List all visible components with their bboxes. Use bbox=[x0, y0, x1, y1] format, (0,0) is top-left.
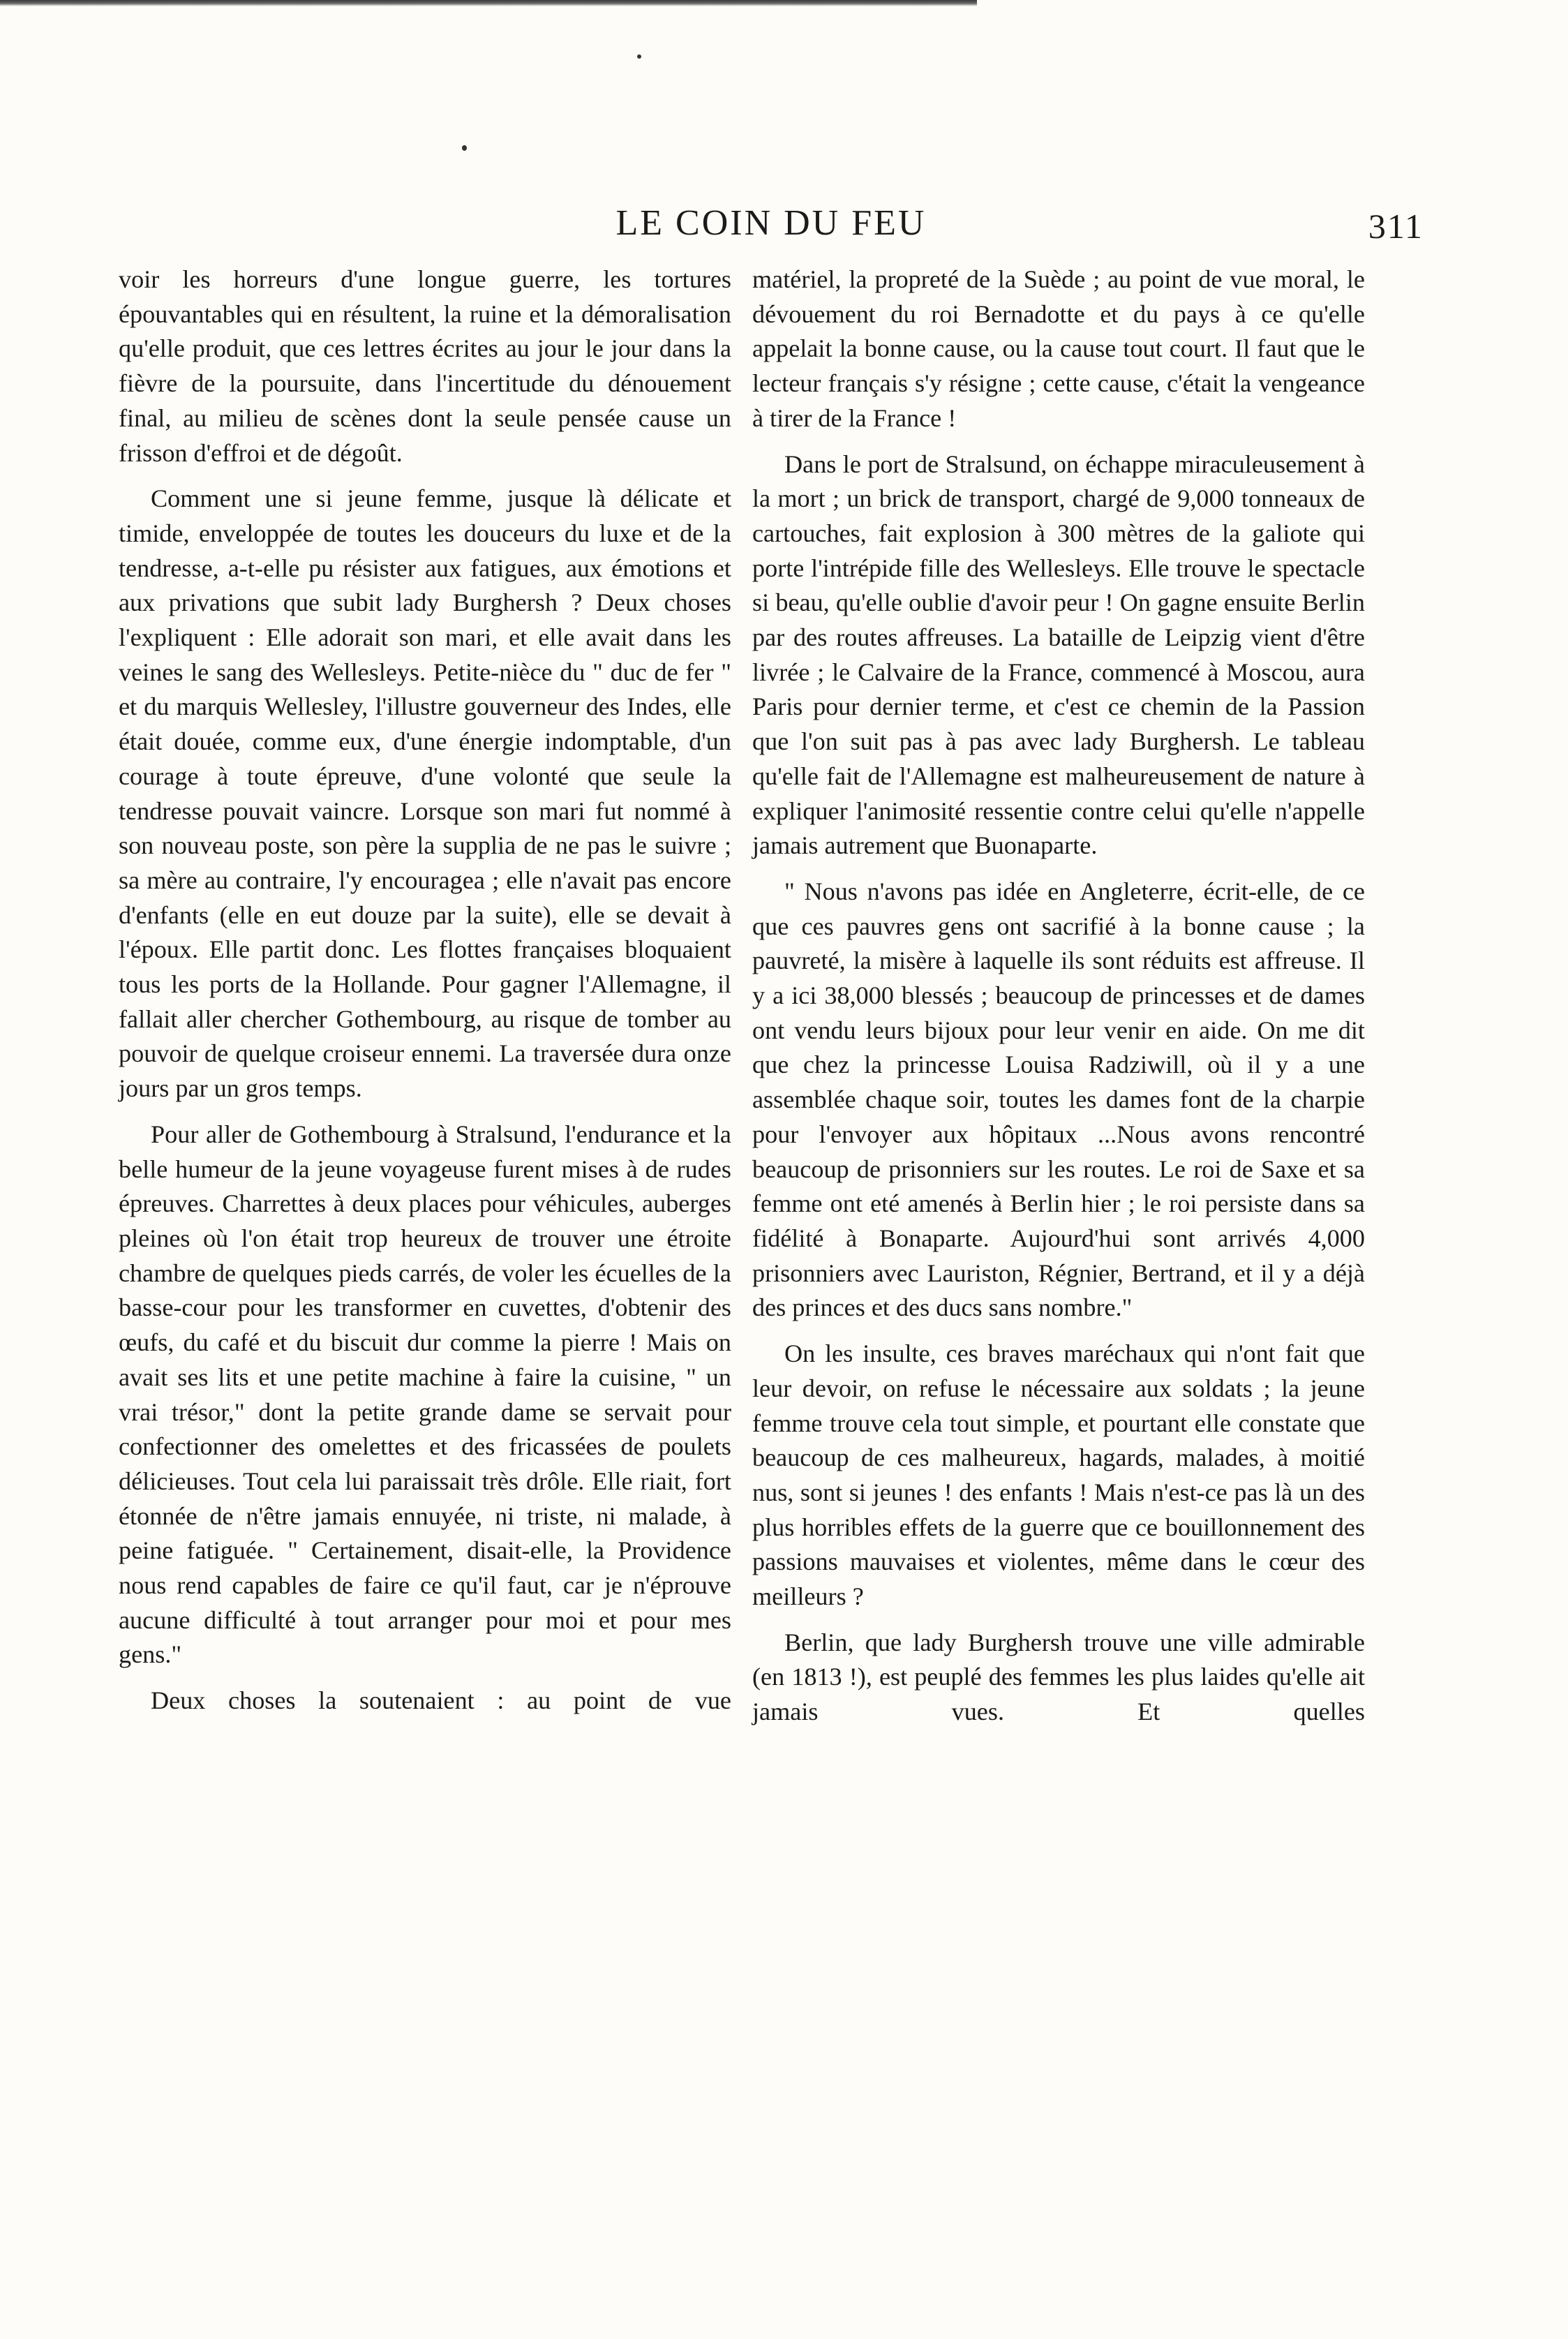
ink-speck bbox=[462, 145, 467, 151]
top-printing-rule bbox=[0, 0, 977, 6]
paragraph: On les insulte, ces braves maréchaux qui n'ont fait que leur devoir, on refuse le nécessaire aux soldats ; la jeune femme trouve cela tout simple, et pourtant elle constate que beaucoup de ces malheureux, hagards, malades, à moitié nus, sont si jeunes ! des enfants ! Mais n'est-ce pas là un des plus horribles effets de la guerre que ce bouillonnement des passions mauvaises et violentes, même dans le cœur des meilleurs ? bbox=[752, 1339, 1365, 1611]
paragraph: Dans le port de Stralsund, on échappe miraculeusement à la mort ; un brick de transport, chargé de 9,000 tonneaux de cartouches, fait explosion à 300 mètres de la galiote qui porte l'intrépide fille des Wellesleys. Elle trouve le spectacle si beau, qu'elle oublie d'avoir peur ! On gagne ensuite Berlin par des routes affreuses. La bataille de Leipzig vient d'être livrée ; le Calvaire de la France, commencé à Moscou, aura Paris pour dernier terme, et c'est ce chemin de la Passion que l'on suit pas à pas avec lady Burghersh. Le tableau qu'elle fait de l'Allemagne est malheureusement de nature à expliquer l'animosité ressentie contre celui qu'elle n'appelle jamais autrement que Buonaparte. bbox=[752, 450, 1365, 860]
paragraph: matériel, la propreté de la Suède ; au point de vue moral, le dévouement du roi Bernadotte et du pays à ce qu'elle appelait la bonne cause, ou la cause tout court. Il faut que le lecteur français s'y résigne ; cette cause, c'était la vengeance à tirer de la France ! bbox=[752, 265, 1365, 432]
paragraph: Deux choses la soutenaient : au point de vue bbox=[151, 1686, 731, 1715]
paragraph: voir les horreurs d'une longue guerre, les tortures épouvantables qui en résultent, la ruine et la démoralisation qu'elle produit, que ces lettres écrites au jour le jour dans la fièvre de la poursuite, dans l'incertitude du dénouement final, au milieu de scènes dont la seule pensée cause un frisson d'effroi et de dégoût. bbox=[119, 265, 731, 467]
running-title: LE COIN DU FEU bbox=[615, 203, 927, 243]
paragraph: Comment une si jeune femme, jusque là délicate et timide, enveloppée de toutes les douceurs du luxe et de la tendresse, a-t-elle pu résister aux fatigues, aux émotions et aux privations que subit lady Burghersh ? Deux choses l'expliquent : Elle adorait son mari, et elle avait dans les veines le sang des Wellesleys. Petite-nièce du " duc de fer " et du marquis Wellesley, l'illustre gouverneur des Indes, elle était douée, comme eux, d'une énergie indomptable, d'un courage à toute épreuve, d'une volonté que seule la tendresse pouvait vaincre. Lorsque son mari fut nommé à son nouveau poste, son père la supplia de ne pas le suivre ; sa mère au contraire, l'y encouragea ; elle n'avait pas encore d'enfants (elle en eut douze par la suite), elle se devait à l'époux. Elle partit donc. Les flottes françaises bloquaient tous les ports de la Hollande. Pour gagner l'Allemagne, il fallait aller chercher Gothembourg, au risque de tomber au pouvoir de quelque croiseur ennemi. La traversée dura onze jours par un gros temps. bbox=[119, 484, 731, 1103]
paragraph: Berlin, que lady Burghersh trouve une ville admirable (en 1813 !), est peuplé des femmes les plus laides qu'elle ait jamais vues. Et quelles bbox=[752, 1628, 1365, 1726]
paragraph: Pour aller de Gothembourg à Stralsund, l'endurance et la belle humeur de la jeune voyageuse furent mises à de rudes épreuves. Charrettes à deux places pour véhicules, auberges pleines où l'on était trop heureux de trouver une étroite chambre de quelques pieds carrés, de voler les écuelles de la basse-cour pour les transformer en cuvettes, d'obtenir des œufs, du café et du biscuit dur comme la pierre ! Mais on avait ses lits et une petite machine à faire la cuisine, " un vrai trésor," dont la petite grande dame se servait pour confectionner des omelettes et des fricassées de poulets délicieuses. Tout cela lui paraissait très drôle. Elle riait, fort étonnée de n'être jamais ennuyée, ni triste, ni malade, à peine fatiguée. " Certainement, disait-elle, la Providence nous rend capables de faire ce qu'il faut, car je n'éprouve aucune difficulté à tout arranger pour moi et pour mes gens." bbox=[119, 1120, 731, 1669]
page-number: 311 bbox=[1368, 207, 1424, 246]
paragraph: " Nous n'avons pas idée en Angleterre, écrit-elle, de ce que ces pauvres gens ont sacrifié à la bonne cause ; la pauvreté, la misère à laquelle ils sont réduits est affreuse. Il y a ici 38,000 blessés ; beaucoup de princesses et de dames ont vendu leurs bijoux pour leur venir en aide. On me dit que chez la princesse Louisa Radziwill, où il y a une assemblée chaque soir, toutes les dames font de la charpie pour l'envoyer aux hôpitaux ...Nous avons rencontré beaucoup de prisonniers sur les routes. Le roi de Saxe et sa femme ont eté amenés à Berlin hier ; le roi persiste dans sa fidélité à Bonaparte. Aujourd'hui sont arrivés 4,000 prisonniers avec Lauriston, Régnier, Bertrand, et il y a déjà des princes et des ducs sans nombre." bbox=[752, 877, 1365, 1322]
ink-speck bbox=[637, 54, 641, 59]
right-column bbox=[752, 262, 1365, 1730]
page-header bbox=[119, 202, 1424, 244]
left-column bbox=[119, 262, 731, 1718]
